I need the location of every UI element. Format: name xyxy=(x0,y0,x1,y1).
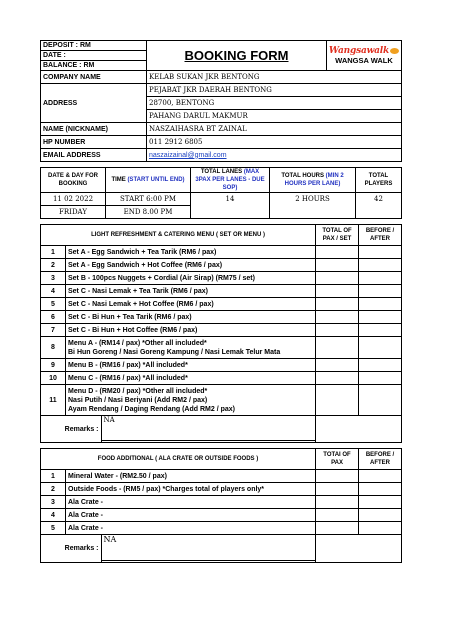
menu-row xyxy=(41,337,402,359)
menu-row xyxy=(41,259,402,272)
menu-row-description xyxy=(66,246,316,259)
food-table xyxy=(40,448,402,563)
menu-row-description xyxy=(66,285,316,298)
food-row-before-after[interactable] xyxy=(359,496,402,509)
address-line: PAHANG DARUL MAKMUR xyxy=(147,110,402,123)
menu-row-pax[interactable] xyxy=(316,298,359,311)
address-line: 28700, BENTONG xyxy=(147,97,402,110)
menu-row xyxy=(41,272,402,285)
food-row-number: 2 xyxy=(41,483,66,496)
food-pax-header: TOTAI OF PAX xyxy=(316,449,359,470)
balance-label: BALANCE : RM xyxy=(41,61,147,71)
menu-row xyxy=(41,311,402,324)
food-row xyxy=(41,522,402,535)
players-header: TOTAL PLAYERS xyxy=(356,168,402,193)
end-time: END 8.00 PM xyxy=(106,206,191,219)
total-players: 42 xyxy=(356,193,402,219)
food-row-before-after[interactable] xyxy=(359,483,402,496)
menu-row-pax[interactable] xyxy=(316,385,359,416)
menu-row-before-after[interactable] xyxy=(359,372,402,385)
food-row-pax[interactable] xyxy=(316,509,359,522)
menu-row-line: Set A - Egg Sandwich + Tea Tarik (RM6 / pax) xyxy=(68,248,217,256)
food-row-pax[interactable] xyxy=(316,470,359,483)
food-row-number: 4 xyxy=(41,509,66,522)
name-value: NASZAIHASRA BT ZAINAL xyxy=(147,123,402,136)
menu-table xyxy=(40,224,402,443)
menu-remarks-value[interactable]: NA xyxy=(101,416,315,441)
menu-row-description xyxy=(66,372,316,385)
menu-remarks-label: Remarks : xyxy=(41,416,101,442)
food-row xyxy=(41,496,402,509)
email-link[interactable]: naszaizainal@gmail.com xyxy=(149,151,227,159)
menu-row-number: 8 xyxy=(41,337,66,359)
menu-row-before-after[interactable] xyxy=(359,311,402,324)
total-hours: 2 HOURS xyxy=(270,193,356,219)
menu-row-description xyxy=(66,298,316,311)
hours-header: TOTAL HOURS (MIN 2 HOURS PER LANE) xyxy=(270,168,356,193)
address-label: ADDRESS xyxy=(41,84,147,123)
menu-row-number: 3 xyxy=(41,272,66,285)
time-header: TIME (START UNTIL END) xyxy=(106,168,191,193)
menu-row-pax[interactable] xyxy=(316,324,359,337)
food-row-number: 1 xyxy=(41,470,66,483)
menu-row-description xyxy=(66,311,316,324)
menu-row-description xyxy=(66,337,316,359)
menu-row-line: Set B - 100pcs Nuggets + Cordial (Air Sirap) (RM75 / set) xyxy=(68,274,255,282)
deposit-label: DEPOSIT : RM xyxy=(41,41,147,51)
menu-row-before-after[interactable] xyxy=(359,337,402,359)
booking-date: 11 02 2022 xyxy=(41,193,106,206)
food-row-description: Outside Foods - (RM5 / pax) *Charges total of players only* xyxy=(66,483,316,496)
food-row-description: Ala Crate - xyxy=(66,509,316,522)
menu-pax-header: TOTAL OF PAX / SET xyxy=(316,225,359,246)
food-row-description: Ala Crate - xyxy=(66,496,316,509)
name-label: NAME (NICKNAME) xyxy=(41,123,147,136)
menu-row-line: Set C - Bi Hun + Hot Coffee (RM6 / pax) xyxy=(68,326,198,334)
menu-remarks xyxy=(41,416,316,443)
food-row-before-after[interactable] xyxy=(359,522,402,535)
menu-row-before-after[interactable] xyxy=(359,324,402,337)
menu-row-line: Bi Hun Goreng / Nasi Goreng Kampung / Nasi Lemak Telur Mata xyxy=(68,348,281,356)
menu-row xyxy=(41,385,402,416)
menu-row-pax[interactable] xyxy=(316,337,359,359)
menu-row-line: Set A - Egg Sandwich + Hot Coffee (RM6 / pax) xyxy=(68,261,223,269)
bowling-ball-icon xyxy=(390,48,399,54)
hp-label: HP NUMBER xyxy=(41,136,147,149)
menu-row-line: Set C - Nasi Lemak + Hot Coffee (RM6 / pax) xyxy=(68,300,214,308)
menu-row-pax[interactable] xyxy=(316,372,359,385)
menu-row-line: Menu C - (RM16 / pax) *All included* xyxy=(68,374,188,382)
menu-row-number: 5 xyxy=(41,298,66,311)
date-day-header: DATE & DAY FOR BOOKING xyxy=(41,168,106,193)
menu-row xyxy=(41,285,402,298)
menu-row-number: 7 xyxy=(41,324,66,337)
menu-row-before-after[interactable] xyxy=(359,359,402,372)
menu-row-number: 1 xyxy=(41,246,66,259)
food-row-number: 3 xyxy=(41,496,66,509)
food-row-pax[interactable] xyxy=(316,483,359,496)
menu-row-line: Set C - Nasi Lemak + Tea Tarik (RM6 / pax) xyxy=(68,287,208,295)
menu-row-number: 9 xyxy=(41,359,66,372)
menu-row-description xyxy=(66,259,316,272)
menu-row-description xyxy=(66,324,316,337)
menu-row-before-after[interactable] xyxy=(359,285,402,298)
menu-row-number: 2 xyxy=(41,259,66,272)
menu-row-before-after[interactable] xyxy=(359,246,402,259)
food-row-pax[interactable] xyxy=(316,496,359,509)
booking-table xyxy=(40,167,402,219)
menu-row-line: Ayam Rendang / Daging Rendang (Add RM2 / pax) xyxy=(68,405,235,413)
food-row-number: 5 xyxy=(41,522,66,535)
menu-row-before-after[interactable] xyxy=(359,259,402,272)
menu-row-line: Menu D - (RM20 / pax) *Other all included* xyxy=(68,387,208,395)
menu-row-line: Menu A - (RM14 / pax) *Other all included* xyxy=(68,339,207,347)
food-row-pax[interactable] xyxy=(316,522,359,535)
start-time: START 6:00 PM xyxy=(106,193,191,206)
menu-row-pax[interactable] xyxy=(316,359,359,372)
menu-row-number: 10 xyxy=(41,372,66,385)
company-label: COMPANY NAME xyxy=(41,71,147,84)
menu-row xyxy=(41,298,402,311)
menu-row-description xyxy=(66,359,316,372)
menu-before-after-header: BEFORE / AFTER xyxy=(359,225,402,246)
food-row-before-after[interactable] xyxy=(359,509,402,522)
menu-row-before-after[interactable] xyxy=(359,385,402,416)
menu-row-line: Nasi Putih / Nasi Beriyani (Add RM2 / pax) xyxy=(68,396,208,404)
menu-row-pax[interactable] xyxy=(316,272,359,285)
lanes-header: TOTAL LANES (MAX 3PAX PER LANES - DUE SOP) xyxy=(191,168,270,193)
menu-row-description xyxy=(66,385,316,416)
menu-row-pax[interactable] xyxy=(316,285,359,298)
menu-row xyxy=(41,359,402,372)
food-before-after-header: BEFORE / AFTER xyxy=(359,449,402,470)
menu-row-line: Menu B - (RM16 / pax) *All included* xyxy=(68,361,188,369)
hp-value: 011 2912 6805 xyxy=(147,136,402,149)
menu-row-number: 6 xyxy=(41,311,66,324)
logo-wordmark: Wangsawalk xyxy=(328,45,390,56)
total-lanes: 14 xyxy=(191,193,270,219)
header-table xyxy=(40,40,402,162)
food-header: FOOD ADDITIONAL ( ALA CRATE OR OUTSIDE FOODS ) xyxy=(41,449,316,470)
menu-row xyxy=(41,246,402,259)
menu-row-number: 11 xyxy=(41,385,66,416)
food-row-description: Ala Crate - xyxy=(66,522,316,535)
menu-row-pax[interactable] xyxy=(316,246,359,259)
menu-row xyxy=(41,372,402,385)
menu-row-line: Set C - Bi Hun + Tea Tarik (RM6 / pax) xyxy=(68,313,192,321)
date-label: DATE : xyxy=(41,51,147,61)
menu-row-description xyxy=(66,272,316,285)
booking-day: FRIDAY xyxy=(41,206,106,219)
food-remarks-label: Remarks : xyxy=(41,535,101,562)
email-label: EMAIL ADDRESS xyxy=(41,149,147,162)
wangsa-walk-logo xyxy=(327,41,402,71)
location-name: WANGSA WALK xyxy=(335,55,393,65)
booking-form xyxy=(40,40,401,563)
menu-row-before-after[interactable] xyxy=(359,272,402,285)
food-row xyxy=(41,483,402,496)
menu-row-pax[interactable] xyxy=(316,259,359,272)
menu-header: LIGHT REFRESHMENT & CATERING MENU ( SET OR MENU ) xyxy=(41,225,316,246)
food-row xyxy=(41,509,402,522)
menu-row-pax[interactable] xyxy=(316,311,359,324)
email-value[interactable] xyxy=(147,149,402,162)
food-remarks xyxy=(41,535,316,563)
company-value: KELAB SUKAN JKR BENTONG xyxy=(147,71,402,84)
food-remarks-value[interactable]: NA xyxy=(101,535,315,561)
menu-row-number: 4 xyxy=(41,285,66,298)
food-row-before-after[interactable] xyxy=(359,470,402,483)
food-row xyxy=(41,470,402,483)
menu-row xyxy=(41,324,402,337)
form-title: BOOKING FORM xyxy=(147,41,327,71)
address-line: PEJABAT JKR DAERAH BENTONG xyxy=(147,84,402,97)
menu-row-before-after[interactable] xyxy=(359,298,402,311)
food-row-description: Mineral Water - (RM2.50 / pax) xyxy=(66,470,316,483)
